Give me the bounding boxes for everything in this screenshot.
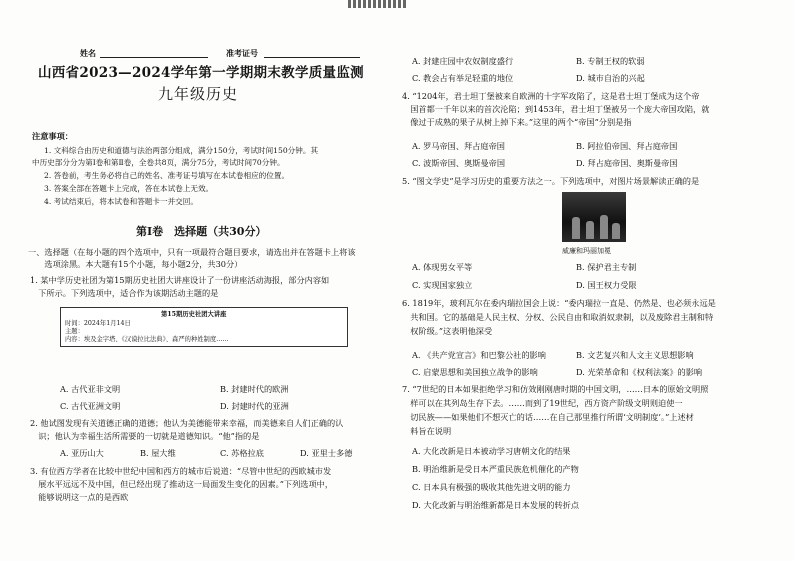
q4-option-b[interactable]: B. 阿拉伯帝国、拜占庭帝国	[576, 141, 678, 151]
q7-stem: 7. “7世纪的日本如果拒绝学习和仿效刚刚唐时期的中国文明，……日本的原始文明照	[402, 384, 709, 394]
poster-time: 时间：2024年1月14日	[65, 320, 131, 327]
q4-stem: 国首都一千年以来的首次沦陷；到1453年，君士坦丁堡被另一个庞大帝国攻陷，就	[402, 104, 710, 114]
q6-option-b[interactable]: B. 文艺复兴和人文主义思想影响	[576, 350, 694, 360]
q3-option-b[interactable]: B. 专制王权的软弱	[576, 56, 645, 66]
q5-option-d[interactable]: D. 国王权力受限	[576, 280, 637, 290]
name-field[interactable]	[100, 57, 208, 58]
q1-stem: 1. 某中学历史社团为第15期历史社团大讲座设计了一份讲座活动海报，部分内容如	[30, 275, 330, 285]
q3-option-a[interactable]: A. 封建庄园中农奴制度盛行	[412, 56, 514, 66]
q3-stem: 展水平远远不及中国，但已经出现了推动这一局面发生变化的因素。”下列选项中，	[30, 479, 334, 489]
note-line: 4. 考试结束后，将本试卷和答题卡一并交回。	[44, 197, 198, 206]
left-column	[28, 0, 388, 561]
coronation-image	[562, 192, 626, 242]
poster-content: 内容：埃及金字塔、《汉谟拉比法典》、森严的种姓制度……	[65, 336, 229, 343]
q2-stem: 2. 他试图发现有关道德正确的道德；他认为美德能带来幸福，而美德来自人们正确的认	[30, 418, 344, 428]
q7-option-b[interactable]: B. 明治维新是受日本严重民族危机催化的产物	[412, 464, 579, 474]
section-title: 第Ⅰ卷 选择题（共30分）	[136, 225, 267, 238]
q5-stem: 5. “图文学史”是学习历史的重要方法之一。下列选项中，对图片场景解读正确的是	[402, 176, 700, 186]
q7-option-c[interactable]: C. 日本具有极强的吸收其他先进文明的能力	[412, 482, 571, 492]
note-line: 1. 文科综合由历史和道德与法治两部分组成，满分150分，考试时间150分钟。其	[44, 146, 319, 155]
q7-option-d[interactable]: D. 大化改新与明治维新都是日本发展的转折点	[412, 500, 580, 510]
name-label: 姓名	[80, 48, 96, 58]
note-line: 3. 答案全部在答题卡上完成，答在本试卷上无效。	[44, 184, 214, 193]
q1-option-c[interactable]: C. 古代亚洲文明	[60, 401, 121, 411]
q5-option-a[interactable]: A. 体现男女平等	[412, 262, 473, 272]
q2-option-d[interactable]: D. 亚里士多德	[300, 448, 353, 458]
q7-option-a[interactable]: A. 大化改新是日本被动学习唐朝文化的结果	[412, 446, 571, 456]
q1-option-a[interactable]: A. 古代亚非文明	[60, 384, 121, 394]
q6-option-c[interactable]: C. 启蒙思想和美国独立战争的影响	[412, 367, 538, 377]
id-field[interactable]	[264, 57, 360, 58]
poster-title: 第15期历史社团大讲座	[161, 311, 227, 318]
q3-option-d[interactable]: D. 城市自治的兴起	[576, 73, 645, 83]
note-line: 中历史部分分为第Ⅰ卷和第Ⅱ卷，全卷共8页，满分75分，考试时间70分钟。	[32, 158, 285, 167]
q3-stem: 3. 有位西方学者在比较中世纪中国和西方的城市后说道：“尽管中世纪的西欧城市发	[30, 466, 332, 476]
q5-option-b[interactable]: B. 保护君主专制	[576, 262, 637, 272]
section-instructions: 一、选择题（在每小题的四个选项中，只有一项最符合题目要求，请选出并在答题卡上将该	[28, 247, 356, 257]
exam-title: 山西省2023—2024学年第一学期期末教学质量监测	[38, 65, 364, 81]
q7-stem: 料旨在说明	[402, 426, 452, 436]
q5-option-c[interactable]: C. 实现国家独立	[412, 280, 473, 290]
q6-option-d[interactable]: D. 光荣革命和《权利法案》的影响	[576, 367, 703, 377]
q3-option-c[interactable]: C. 教会占有举足轻重的地位	[412, 73, 514, 83]
q6-stem: 权阶级。”这表明他深受	[402, 326, 493, 336]
section-instructions: 选项涂黑。本大题有15个小题，每小题2分，共30分）	[28, 259, 243, 269]
right-column	[400, 0, 772, 561]
q2-stem: 识；他认为幸福生活所需要的一切就是道德知识。“他”指的是	[30, 431, 260, 441]
q6-option-a[interactable]: A. 《共产党宣言》和巴黎公社的影响	[412, 350, 546, 360]
q2-option-c[interactable]: C. 苏格拉底	[220, 448, 264, 458]
q7-stem: 切民族——如果他们不想灭亡的话……在自己那里推行所谓‘文明制度’。”上述材	[402, 412, 694, 422]
q4-option-d[interactable]: D. 拜占庭帝国、奥斯曼帝国	[576, 158, 678, 168]
q1-option-b[interactable]: B. 封建时代的欧洲	[220, 384, 289, 394]
q5-image-caption: 威廉和玛丽加冕	[562, 247, 611, 255]
q4-stem: 4. “1204年，君士坦丁堡被来自欧洲的十字军攻陷了，这是君士坦丁堡成为这个帝	[402, 91, 700, 101]
q7-stem: 样可以在其列岛生存下去。……而到了19世纪，西方资产阶级文明则迫使一	[402, 398, 683, 408]
note-line: 2. 答卷前，考生务必将自己的姓名、准考证号填写在本试卷相应的位置。	[44, 171, 290, 180]
notes-heading: 注意事项：	[32, 131, 73, 141]
q2-option-a[interactable]: A. 亚历山大	[60, 448, 104, 458]
q4-stem: 像过于成熟的果子从树上掉下来。”这里的两个“帝国”分别是指	[402, 117, 632, 127]
q3-stem: 能够说明这一点的是西欧	[30, 492, 129, 502]
q4-option-c[interactable]: C. 波斯帝国、奥斯曼帝国	[412, 158, 506, 168]
exam-subject: 九年级历史	[158, 85, 239, 103]
q6-stem: 共和国。它的基础是人民主权、分权、公民自由和取消奴隶制，以及废除君主制和特	[402, 312, 714, 322]
q1-stem: 下所示。下列选项中，适合作为该期活动主题的是	[30, 288, 219, 298]
id-label: 准考证号	[226, 48, 258, 58]
q6-stem: 6. 1819年，玻利瓦尔在委内瑞拉国会上说：“委内瑞拉一直是、仍然是、也必须永远是	[402, 298, 716, 308]
q1-poster	[60, 307, 348, 347]
q4-option-a[interactable]: A. 罗马帝国、拜占庭帝国	[412, 141, 505, 151]
q1-option-d[interactable]: D. 封建时代的亚洲	[220, 401, 289, 411]
q2-option-b[interactable]: B. 屋大维	[140, 448, 176, 458]
poster-topic: 主题：	[65, 328, 84, 335]
